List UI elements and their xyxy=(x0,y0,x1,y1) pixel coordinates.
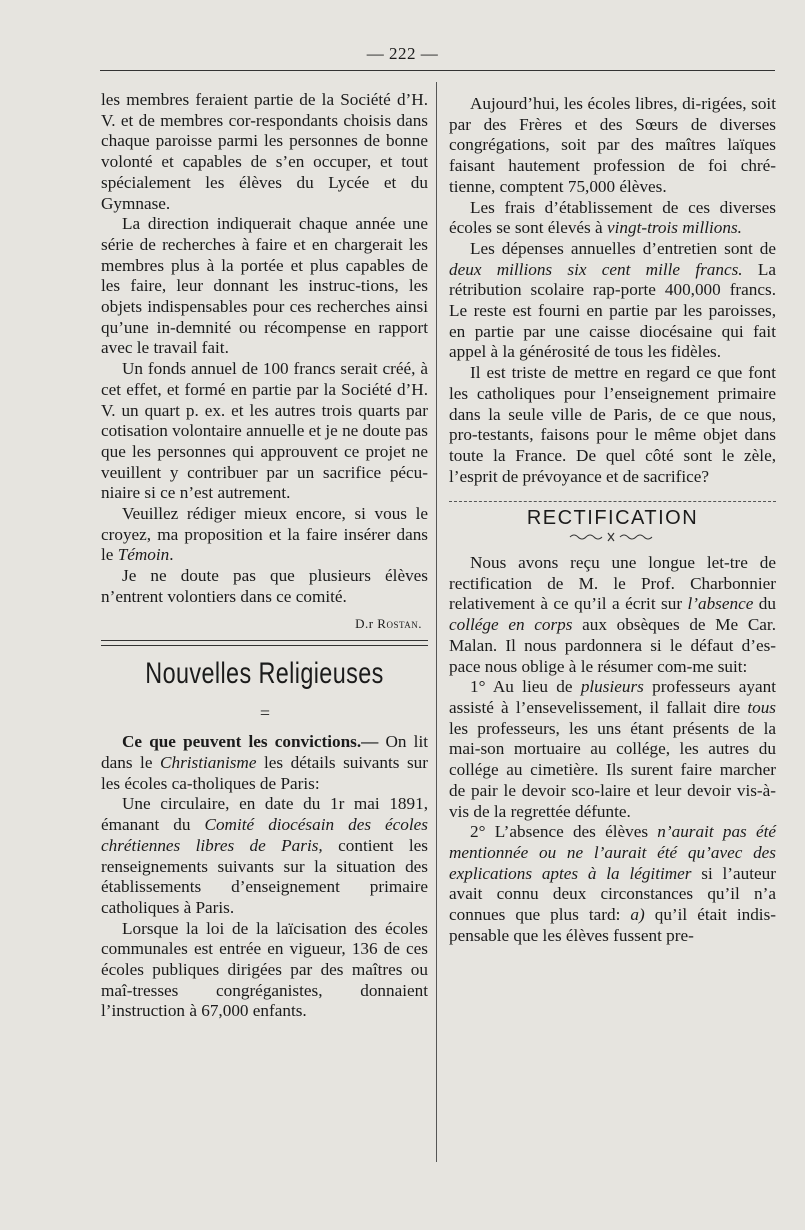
text-span: 2° L’absence des élèves xyxy=(470,822,658,842)
text-span: On lit dans le xyxy=(101,732,428,772)
paragraph xyxy=(449,198,776,239)
paragraph: Je ne doute pas que plusieurs élèves n’entrent volontiers dans ce comité. xyxy=(101,566,428,606)
paragraph xyxy=(101,732,428,794)
italic-text: l’absence xyxy=(687,594,754,614)
paragraph: Un fonds annuel de 100 francs serait créé, à cet effet, et formé en partie par la Société d’H. V. un quart p. ex. et les autres trois quarts par cotisation volontaire annuelle et je ne doute pas que les personnes qui approuvent ce projet ne veuillent y contribuer par un sacrifice pécu-niaire si ce n’est autrement. xyxy=(101,359,428,503)
text-span: Nous avons reçu une longue let-tre de rectification de M. le Prof. Charbonnier relativement à ce qu’il a écrit sur xyxy=(449,553,776,614)
text-span: Une circulaire, en date du 1r mai 1891, émanant du xyxy=(101,794,428,835)
paragraph xyxy=(449,677,776,822)
column-divider xyxy=(436,82,437,1162)
text-span: aux obsèques de Me Car. Malan. Il nous pardonnera si le défaut d’es-pace nous oblige à le résumer com-me suit: xyxy=(449,615,776,676)
text-span: La rétribution scolaire rap-porte 400,000 francs. Le reste est fourni en partie par les paroisses, en partie par une caisse diocésaine qui fait appel à la générosité de tous les fidèles. xyxy=(449,259,776,362)
rectification-title: RECTIFICATION xyxy=(526,507,699,530)
paragraph: Lorsque la loi de la laïcisation des écoles communales est entrée en vigueur, 136 de ces écoles publiques dirigées par des maîtres ou maî-tresses congréganistes, donnaient l’instruction à 67,000 enfants. xyxy=(101,918,428,1021)
paragraph: La direction indiquerait chaque année une série de recherches à faire et en chargerait les membres plus à la portée et plus capables de les faire, leur donnant les instruc-tions, les objets indispensables pour ces recherches ainsi qu’une in-demnité ou récompense en rapport avec le travail fait. xyxy=(101,214,428,358)
text-span: Les frais d’établissement de ces diverses écoles se sont élevés à xyxy=(449,197,776,238)
text-span: si l’auteur avait connu deux circonstances qu’il n’a connues que plus tard: xyxy=(449,863,776,925)
header-rule xyxy=(100,70,775,71)
text-span: contient les renseignements suivants sur la situation des établissements d’enseignement primaire catholiques à Paris. xyxy=(101,835,428,917)
paragraph xyxy=(449,553,776,677)
paragraph xyxy=(101,794,428,918)
text-span: qu’il était indis-pensable que les élèves fussent pre- xyxy=(449,905,776,945)
text-span: professeurs ayant assisté à l’ensevelissement, il fallait dire xyxy=(449,677,776,717)
paragraph xyxy=(449,239,776,363)
text-span: 1° Au lieu de xyxy=(470,677,581,697)
paragraph xyxy=(449,822,776,946)
squiggle-ornament xyxy=(568,531,658,543)
text-span: les professeurs, les uns étant présents de la mai-son mortuaire au collége, les autres du collége au cimetière. Ils surent faire marcher de pair le devoir sco-laire et leur devoir vis-à-vis de la regrettée défunte. xyxy=(449,718,776,821)
italic-text: n’aurait pas été mentionnée ou ne l’aurait été qu’avec des explications aptes à la légitimer xyxy=(449,822,777,883)
italic-text: Christianisme xyxy=(160,752,257,772)
left-column xyxy=(101,90,428,1022)
italic-text: plusieurs xyxy=(580,677,644,697)
italic-text: a) xyxy=(630,905,645,925)
paragraph: Aujourd’hui, les écoles libres, di-rigées, soit par des Frères et des Sœurs de diverses congrégations, soit par des maîtres laïques faisant hautement profession de foi chré-tienne, comptent 75,000 élèves. xyxy=(449,94,776,196)
signature-end: . xyxy=(418,615,422,631)
right-column xyxy=(449,94,776,946)
italic-text: tous xyxy=(747,697,776,717)
section-rule xyxy=(101,640,428,646)
italic-text: vingt-trois millions. xyxy=(606,218,742,238)
italic-text: deux millions six cent mille francs. xyxy=(449,259,743,279)
signature xyxy=(101,614,422,635)
text-span: Veuillez rédiger mieux encore, si vous le croyez, ma proposition et la faire insérer dans le xyxy=(101,504,428,565)
italic-text: Comité diocésain des écoles chrétiennes libres de Paris, xyxy=(101,815,428,855)
section-title: Nouvelles Religieuses xyxy=(145,657,384,691)
paragraph: les membres feraient partie de la Société d’H. V. et de membres cor-respondants choisis dans chaque paroisse parmi les personnes de bonne volonté et capables de s’en occuper, et tout spécialement les élèves du Lycée et du Gymnase. xyxy=(101,90,428,213)
page-number: — 222 — xyxy=(366,44,439,63)
ornament: = xyxy=(259,703,270,724)
news-heading: Ce que peuvent les convictions.— xyxy=(122,732,379,752)
italic-text: Témoin xyxy=(117,545,170,565)
text-span: du xyxy=(753,594,776,614)
text-span: Les dépenses annuelles d’entretien sont de xyxy=(470,238,776,258)
text-span: les détails suivants sur les écoles ca-tholiques de Paris: xyxy=(101,752,428,793)
paragraph: Il est triste de mettre en regard ce que font les catholiques pour l’enseignement primaire dans la seule ville de Paris, de ce que nous, pro-testants, faisons pour le même objet dans toute la France. De quel côté sont le zèle, l’esprit de prévoyance et de sacrifice? xyxy=(449,363,776,486)
signature-prefix: D.r xyxy=(355,615,378,631)
italic-text: collége en corps xyxy=(449,615,573,635)
text-span: . xyxy=(169,545,174,565)
section-rule xyxy=(449,501,776,502)
signature-name: Rostan xyxy=(377,615,419,631)
paragraph xyxy=(101,504,428,566)
